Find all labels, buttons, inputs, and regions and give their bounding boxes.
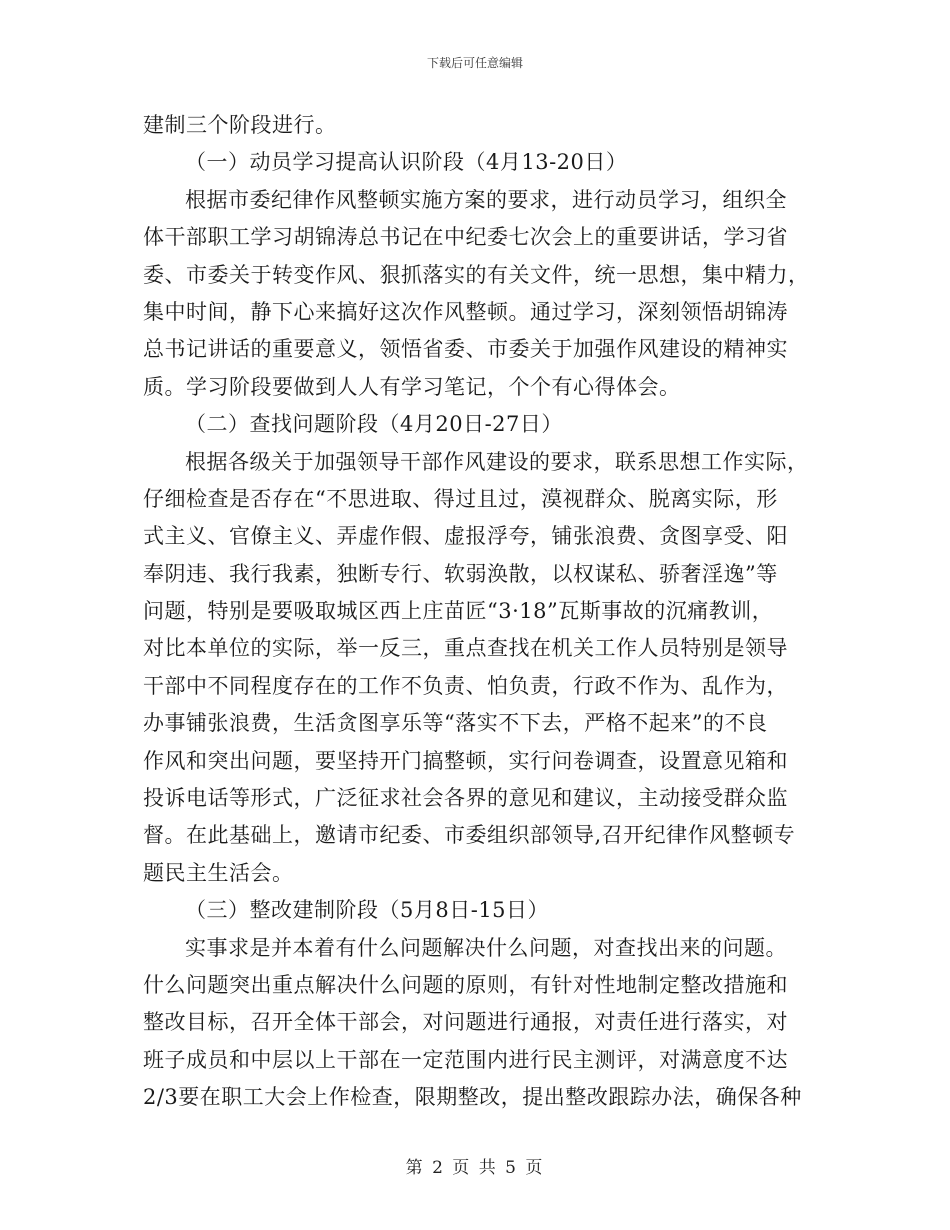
text-line: （一）动员学习提高认识阶段（4月13-20日） bbox=[185, 150, 628, 175]
text-line: 督。在此基础上，邀请市纪委、市委组织部领导,召开纪律作风整顿专 bbox=[143, 823, 796, 848]
text-line: 班子成员和中层以上干部在一定范围内进行民主测评，对满意度不达 bbox=[143, 1047, 788, 1072]
text-line: 题民主生活会。 bbox=[143, 860, 294, 885]
text-line: 建制三个阶段进行。 bbox=[143, 113, 337, 137]
text-line: 实事求是并本着有什么问题解决什么问题，对查找出来的问题。 bbox=[185, 935, 787, 960]
text-line: 干部中不同程度存在的工作不负责、怕负责，行政不作为、乱作为， bbox=[143, 673, 788, 698]
page-header: 下载后可任意编辑 bbox=[426, 56, 523, 70]
text-line: 问题，特别是要吸取城区西上庄苗匠“3·18”瓦斯事故的沉痛教训， bbox=[143, 599, 774, 624]
text-line: 对比本单位的实际，举一反三，重点查找在机关工作人员特别是领导 bbox=[143, 636, 788, 661]
text-line: 投诉电话等形式，广泛征求社会各界的意见和建议，主动接受群众监 bbox=[143, 786, 788, 811]
text-line: 体干部职工学习胡锦涛总书记在中纪委七次会上的重要讲话，学习省 bbox=[143, 225, 788, 250]
text-line: （三）整改建制阶段（5月8日-15日） bbox=[185, 898, 550, 923]
text-line: 作风和突出问题，要坚持开门搞整顿，实行问卷调查，设置意见箱和 bbox=[143, 748, 788, 773]
text-line: 整改目标，召开全体干部会，对问题进行通报，对责任进行落实，对 bbox=[143, 1010, 788, 1035]
text-line: 2/3要在职工大会上作检查，限期整改，提出整改跟踪办法，确保各种 bbox=[143, 1085, 802, 1110]
text-line: 式主义、官僚主义、弄虚作假、虚报浮夸，铺张浪费、贪图享受、阳 bbox=[143, 524, 788, 549]
page-number-footer: 第 2 页 共 5 页 bbox=[405, 1158, 545, 1178]
document-body bbox=[143, 107, 810, 1117]
text-line: 根据各级关于加强领导干部作风建设的要求，联系思想工作实际， bbox=[185, 449, 809, 474]
text-line: 奉阴违、我行我素，独断专行、软弱涣散，以权谋私、骄奢淫逸”等 bbox=[143, 561, 778, 586]
text-line: 仔细检查是否存在“不思进取、得过且过，漠视群众、脱离实际，形 bbox=[143, 486, 778, 511]
text-line: 什么问题突出重点解决什么问题的原则，有针对性地制定整改措施和 bbox=[143, 972, 788, 997]
text-line: 集中时间，静下心来搞好这次作风整顿。通过学习，深刻领悟胡锦涛 bbox=[143, 299, 788, 324]
text-line: 办事铺张浪费，生活贪图享乐等“落实不下去，严格不起来”的不良 bbox=[143, 711, 768, 736]
text-line: 根据市委纪律作风整顿实施方案的要求，进行动员学习，组织全 bbox=[185, 187, 787, 212]
text-line: 质。学习阶段要做到人人有学习笔记，个个有心得体会。 bbox=[143, 374, 681, 399]
text-line: 委、市委关于转变作风、狠抓落实的有关文件，统一思想，集中精力， bbox=[143, 262, 810, 287]
text-line: （二）查找问题阶段（4月20日-27日） bbox=[185, 412, 563, 437]
text-line: 总书记讲话的重要意义，领悟省委、市委关于加强作风建设的精神实 bbox=[143, 337, 788, 362]
